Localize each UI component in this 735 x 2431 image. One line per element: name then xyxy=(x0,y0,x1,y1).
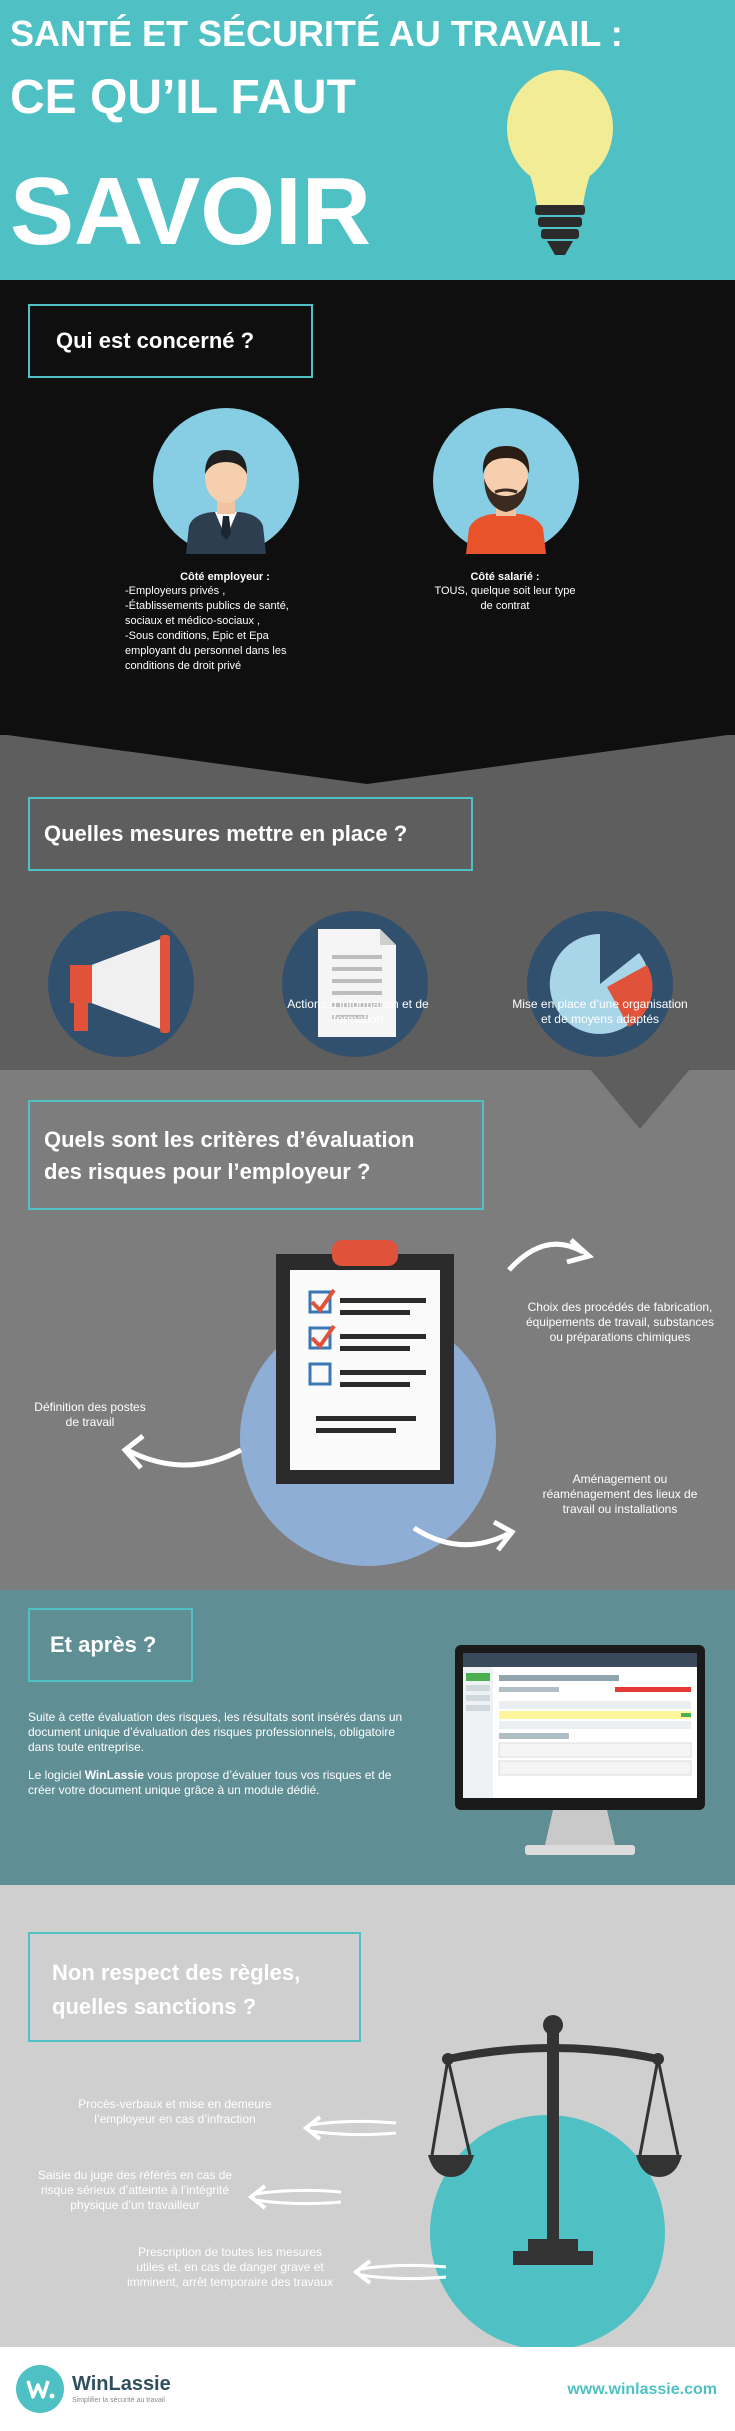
criteria-right-top-line: Choix des procédés de fabrication, xyxy=(527,1300,713,1314)
header-section xyxy=(0,0,735,280)
after-heading: Et après ? xyxy=(28,1608,193,1682)
title-line-1: SANTÉ ET SÉCURITÉ AU TRAVAIL : xyxy=(10,13,623,54)
lightbulb-icon xyxy=(505,65,615,265)
criteria-right-top-line: ou préparations chimiques xyxy=(549,1330,691,1344)
criteria-heading xyxy=(28,1100,484,1210)
employer-line: conditions de droit privé xyxy=(125,660,242,672)
title-line-2: CE QU’IL FAUT xyxy=(10,71,356,124)
title-line-3: SAVOIR xyxy=(10,158,371,265)
employee-line: TOUS, quelque soit leur type xyxy=(434,585,576,597)
arrow-left-icon-1 xyxy=(300,2113,400,2143)
after-para2-line2: créer votre document unique grâce à un module dédié. xyxy=(28,1783,320,1797)
measure-2-line: Actions d’information et de xyxy=(287,997,429,1011)
employer-line: -Établissements publics de santé, xyxy=(125,600,289,612)
who-section xyxy=(0,280,735,735)
arrow-left-icon-2 xyxy=(245,2182,345,2212)
after-section xyxy=(0,1590,735,1885)
criteria-heading-line-1: Quels sont les critères d’évaluation xyxy=(44,1127,415,1152)
sanction-3-line: utiles et, en cas de danger grave et xyxy=(136,2260,324,2274)
curved-arrow-left-icon xyxy=(115,1430,245,1480)
who-heading: Qui est concerné ? xyxy=(28,304,313,378)
criteria-right-bottom-line: réaménagement des lieux de xyxy=(542,1487,698,1501)
computer-monitor-icon xyxy=(455,1645,705,1870)
justice-scale-icon xyxy=(428,2015,688,2275)
measures-heading: Quelles mesures mettre en place ? xyxy=(28,797,473,871)
measure-2-line: formation xyxy=(332,1012,384,1026)
criteria-right-bottom-line: travail ou installations xyxy=(562,1502,678,1516)
after-para1-line: dans toute entreprise. xyxy=(28,1740,145,1754)
curved-arrow-bottom-icon xyxy=(410,1510,520,1560)
criteria-right-top-line: équipements de travail, substances xyxy=(525,1315,715,1329)
footer-brand: WinLassie xyxy=(72,2373,171,2395)
employee-line: de contrat xyxy=(480,600,530,612)
employer-avatar xyxy=(153,408,299,554)
sanctions-section xyxy=(0,1885,735,2347)
employee-title: Côté salarié : xyxy=(470,571,540,583)
employer-line: employant du personnel dans les xyxy=(125,645,287,657)
winlassie-brand-inline: WinLassie xyxy=(84,1768,144,1782)
employer-lines xyxy=(125,584,325,674)
footer-tagline: Simplifier la sécurité au travail xyxy=(72,2397,165,2404)
down-arrow-divider xyxy=(590,1069,690,1131)
after-para1-line: Suite à cette évaluation des risques, les résultats sont insérés dans un xyxy=(28,1710,403,1724)
after-para2-suffix: vous propose d’évaluer tous vos risques et de xyxy=(143,1768,392,1782)
sanction-3-line: Prescription de toutes les mesures xyxy=(137,2245,323,2259)
sanction-2-line: risque sérieux d’atteinte à l’intégrité xyxy=(40,2183,230,2197)
sanction-1-line: l’employeur en cas d’infraction xyxy=(94,2112,256,2126)
employer-line: sociaux et médico-sociaux , xyxy=(125,615,261,627)
criteria-left-line: de travail xyxy=(65,1415,115,1429)
sanction-2-line: physique d’un travailleur xyxy=(70,2198,200,2212)
measure-3-line: et de moyens adaptés xyxy=(540,1012,660,1026)
sanctions-heading-line-2: quelles sanctions ? xyxy=(52,1994,257,2019)
after-para2 xyxy=(28,1768,448,1783)
winlassie-logo-icon xyxy=(16,2365,64,2413)
measure-3-line: Mise en place d’une organisation xyxy=(512,997,688,1011)
employee-avatar xyxy=(433,408,579,554)
employer-line: -Sous conditions, Epic et Epa xyxy=(125,630,269,642)
criteria-left-line: Définition des postes xyxy=(34,1400,146,1414)
criteria-section xyxy=(0,1070,735,1590)
footer-url[interactable]: www.winlassie.com xyxy=(567,2381,717,2398)
clipboard-icon xyxy=(276,1240,454,1484)
bearded-man-icon xyxy=(433,408,579,554)
employer-line: -Employeurs privés , xyxy=(125,585,226,597)
employer-title: Côté employeur : xyxy=(180,571,270,583)
sanction-2-line: Saisie du juge des référés en cas de xyxy=(37,2168,233,2182)
sanction-1-line: Procès-verbaux et mise en demeure xyxy=(78,2097,272,2111)
sanctions-heading-line-1: Non respect des règles, xyxy=(52,1960,301,1985)
arrow-left-icon-3 xyxy=(350,2257,450,2287)
footer xyxy=(0,2347,735,2431)
after-para1-line: document unique d’évaluation des risques professionnels, obligatoire xyxy=(28,1725,395,1739)
sanctions-heading xyxy=(28,1932,361,2042)
curved-arrow-top-icon xyxy=(505,1230,595,1280)
criteria-right-bottom-line: Aménagement ou xyxy=(572,1472,668,1486)
after-para2-prefix: Le logiciel xyxy=(28,1768,85,1782)
businessman-icon xyxy=(153,408,299,554)
sanction-3-line: imminent, arrêt temporaire des travaux xyxy=(126,2275,334,2289)
criteria-heading-line-2: des risques pour l’employeur ? xyxy=(44,1159,371,1184)
measure-captions xyxy=(0,735,735,1035)
